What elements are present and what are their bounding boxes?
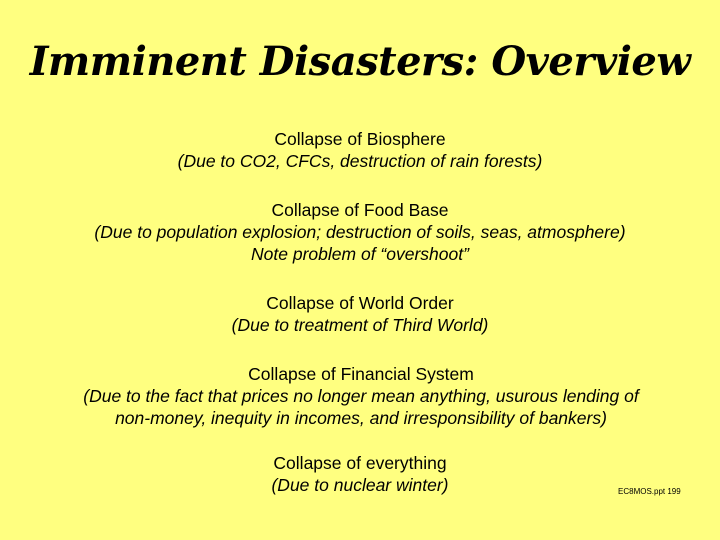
item-financial-system <box>8 363 714 429</box>
item-detail-continued: non-money, inequity in incomes, and irresponsibility of bankers) <box>115 408 607 428</box>
item-heading: Collapse of Biosphere <box>274 129 446 149</box>
item-detail: (Due to nuclear winter) <box>271 475 449 495</box>
slide-reference-code: EC8MOS.ppt 199 <box>618 487 681 496</box>
item-food-base <box>0 199 720 265</box>
item-detail: (Due to CO2, CFCs, destruction of rain forests) <box>177 151 543 171</box>
item-world-order <box>0 292 720 336</box>
item-detail: (Due to population explosion; destruction of soils, seas, atmosphere) <box>94 222 626 242</box>
item-heading: Collapse of Food Base <box>271 200 449 220</box>
item-heading: Collapse of everything <box>273 453 447 473</box>
slide-title: Imminent Disasters: Overview <box>29 38 691 85</box>
item-detail: (Due to treatment of Third World) <box>231 315 489 335</box>
item-note: Note problem of “overshoot” <box>251 244 469 264</box>
item-detail: (Due to the fact that prices no longer mean anything, usurous lending of <box>83 386 639 406</box>
item-heading: Collapse of Financial System <box>248 364 474 384</box>
item-biosphere <box>0 128 720 172</box>
item-heading: Collapse of World Order <box>266 293 454 313</box>
item-everything <box>0 452 720 496</box>
